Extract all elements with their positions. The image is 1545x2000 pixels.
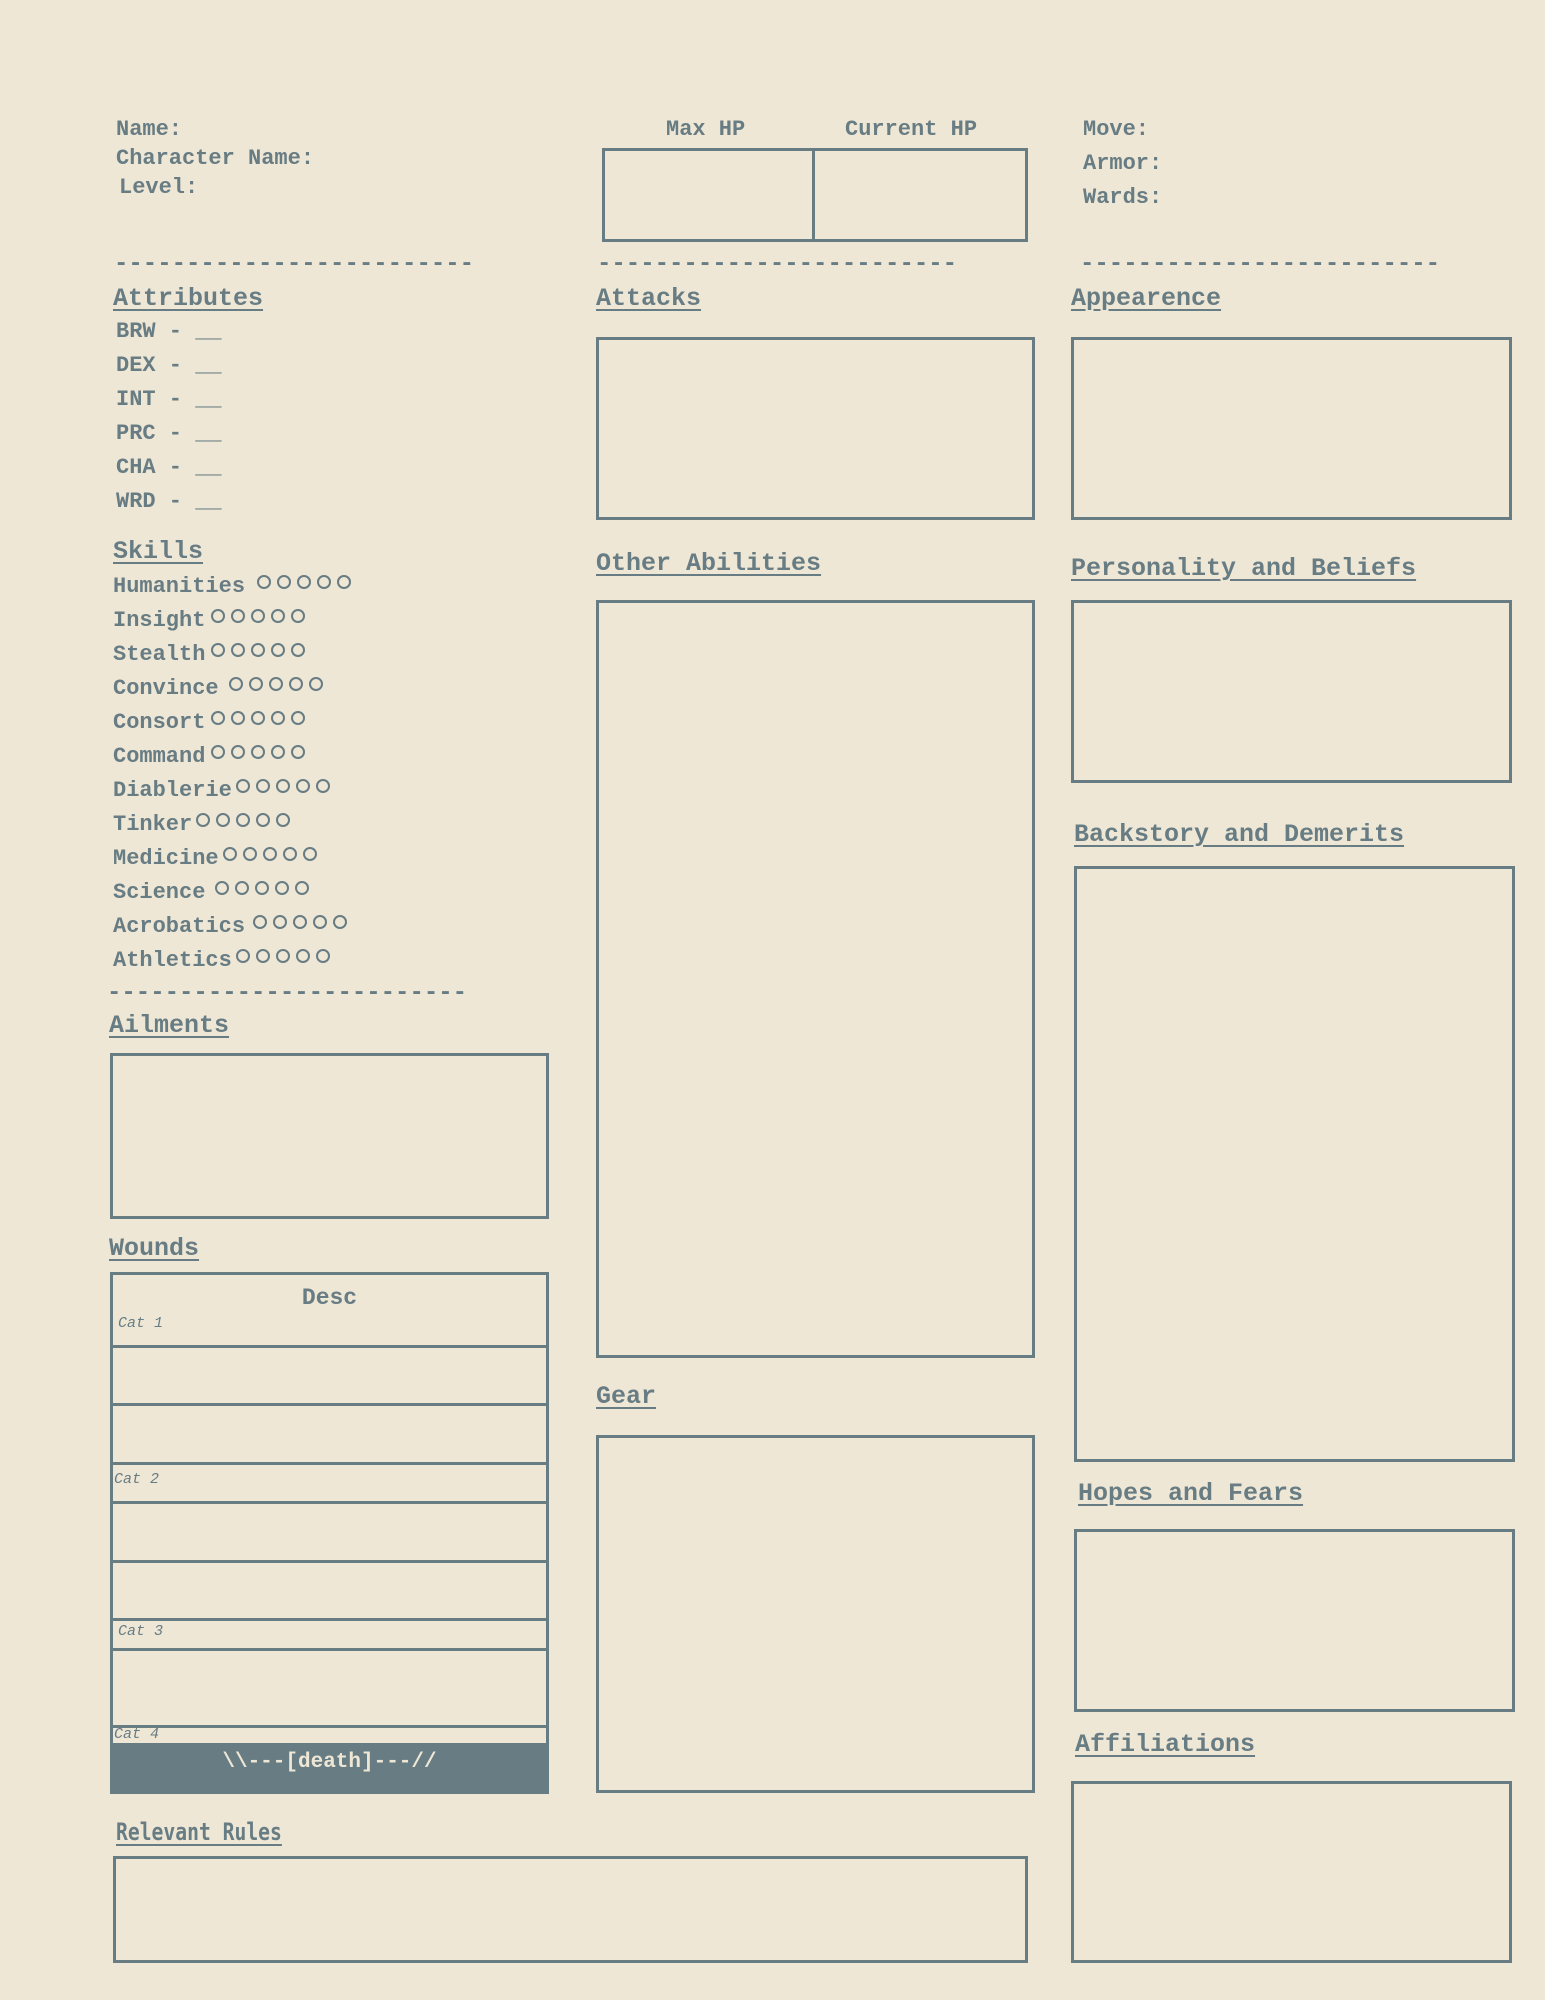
attribute-wrd[interactable]: WRD - __ <box>116 489 222 514</box>
skill-label: Medicine <box>113 845 219 871</box>
appearance-title: Appearence <box>1071 284 1222 313</box>
character-name-label: Character Name: <box>116 146 315 171</box>
wound-slot[interactable] <box>113 1651 546 1728</box>
skills-list <box>113 569 351 977</box>
backstory-title: Backstory and Demerits <box>1074 820 1405 849</box>
personality-box[interactable] <box>1071 600 1512 783</box>
skill-label: Consort <box>113 709 206 735</box>
skills-title: Skills <box>113 537 204 566</box>
rating-dot[interactable] <box>256 813 270 827</box>
skill-label: Humanities <box>113 573 246 599</box>
relevant-rules-title: Relevant Rules <box>116 1818 282 1846</box>
rating-dot[interactable] <box>215 881 229 895</box>
rating-dot[interactable] <box>291 609 305 623</box>
rating-dot[interactable] <box>231 745 245 759</box>
skill-consort <box>113 705 351 739</box>
skill-rating <box>211 715 305 729</box>
divider-middle: ------------------------- <box>597 251 958 278</box>
skill-tinker <box>113 807 351 841</box>
rating-dot[interactable] <box>263 847 277 861</box>
affiliations-title: Affiliations <box>1075 1730 1256 1759</box>
rating-dot[interactable] <box>271 609 285 623</box>
rating-dot[interactable] <box>211 643 225 657</box>
rating-dot[interactable] <box>333 915 347 929</box>
rating-dot[interactable] <box>243 847 257 861</box>
skill-label: Athletics <box>113 947 232 973</box>
wounds-title: Wounds <box>109 1234 200 1263</box>
rating-dot[interactable] <box>257 575 271 589</box>
rating-dot[interactable] <box>256 949 270 963</box>
rating-dot[interactable] <box>291 711 305 725</box>
rating-dot[interactable] <box>253 915 267 929</box>
rating-dot[interactable] <box>276 779 290 793</box>
rating-dot[interactable] <box>271 711 285 725</box>
rating-dot[interactable] <box>295 881 309 895</box>
rating-dot[interactable] <box>269 677 283 691</box>
skill-science <box>113 875 351 909</box>
rating-dot[interactable] <box>196 813 210 827</box>
skill-rating <box>211 613 305 627</box>
wounds-header-row <box>113 1275 546 1348</box>
divider-skills: ------------------------- <box>107 980 468 1007</box>
rating-dot[interactable] <box>249 677 263 691</box>
skill-insight <box>113 603 351 637</box>
ailments-box[interactable] <box>110 1053 549 1219</box>
rating-dot[interactable] <box>211 745 225 759</box>
rating-dot[interactable] <box>309 677 323 691</box>
rating-dot[interactable] <box>277 575 291 589</box>
wound-slot[interactable] <box>113 1504 546 1563</box>
rating-dot[interactable] <box>251 643 265 657</box>
attribute-brw[interactable]: BRW - __ <box>116 319 222 344</box>
wound-category-4: Cat 4 <box>114 1726 160 1743</box>
skill-label: Acrobatics <box>113 913 246 939</box>
rating-dot[interactable] <box>316 949 330 963</box>
rating-dot[interactable] <box>283 847 297 861</box>
max-hp-field[interactable] <box>605 151 815 239</box>
gear-box[interactable] <box>596 1435 1035 1793</box>
attribute-int[interactable]: INT - __ <box>116 387 222 412</box>
rating-dot[interactable] <box>273 915 287 929</box>
rating-dot[interactable] <box>231 643 245 657</box>
attribute-dex[interactable]: DEX - __ <box>116 353 222 378</box>
relevant-rules-box[interactable] <box>113 1856 1028 1963</box>
death-bar: \\---[death]---// <box>113 1743 546 1791</box>
skill-rating <box>223 851 317 865</box>
rating-dot[interactable] <box>276 813 290 827</box>
skill-rating <box>229 681 323 695</box>
skill-humanities <box>113 569 351 603</box>
skill-rating <box>253 919 347 933</box>
wounds-table <box>110 1272 549 1794</box>
skill-rating <box>236 953 330 967</box>
rating-dot[interactable] <box>251 745 265 759</box>
wards-label: Wards: <box>1083 185 1163 210</box>
rating-dot[interactable] <box>296 949 310 963</box>
skill-label: Science <box>113 879 206 905</box>
skill-command <box>113 739 351 773</box>
rating-dot[interactable] <box>291 745 305 759</box>
rating-dot[interactable] <box>256 779 270 793</box>
max-hp-label: Max HP <box>666 117 746 142</box>
rating-dot[interactable] <box>303 847 317 861</box>
rating-dot[interactable] <box>231 609 245 623</box>
divider-left: ------------------------- <box>114 251 475 278</box>
wound-slot[interactable] <box>113 1563 546 1621</box>
hp-box <box>602 148 1028 242</box>
level-label: Level: <box>119 175 199 200</box>
skill-rating <box>196 817 290 831</box>
attacks-title: Attacks <box>596 284 702 313</box>
rating-dot[interactable] <box>211 711 225 725</box>
wound-category-3-row <box>113 1621 546 1651</box>
rating-dot[interactable] <box>255 881 269 895</box>
ailments-title: Ailments <box>109 1011 230 1040</box>
attacks-box[interactable] <box>596 337 1035 520</box>
rating-dot[interactable] <box>223 847 237 861</box>
wound-category-2-row <box>113 1465 546 1504</box>
divider-right: ------------------------- <box>1080 251 1441 278</box>
skill-acrobatics <box>113 909 351 943</box>
rating-dot[interactable] <box>251 711 265 725</box>
skill-convince <box>113 671 351 705</box>
name-label: Name: <box>116 117 183 142</box>
rating-dot[interactable] <box>236 813 250 827</box>
rating-dot[interactable] <box>296 779 310 793</box>
skill-label: Convince <box>113 675 219 701</box>
rating-dot[interactable] <box>271 643 285 657</box>
wound-slot[interactable] <box>113 1348 546 1406</box>
rating-dot[interactable] <box>235 881 249 895</box>
skill-stealth <box>113 637 351 671</box>
skill-rating <box>211 749 305 763</box>
rating-dot[interactable] <box>297 575 311 589</box>
skill-label: Stealth <box>113 641 206 667</box>
skill-diablerie <box>113 773 351 807</box>
hopes-fears-box[interactable] <box>1074 1529 1515 1712</box>
other-abilities-title: Other Abilities <box>596 549 822 578</box>
skill-label: Command <box>113 743 206 769</box>
wound-category-2: Cat 2 <box>114 1471 160 1488</box>
current-hp-label: Current HP <box>845 117 978 142</box>
attributes-title: Attributes <box>113 284 264 313</box>
attribute-prc[interactable]: PRC - __ <box>116 421 222 446</box>
skill-rating <box>215 885 309 899</box>
current-hp-field[interactable] <box>815 151 1025 239</box>
rating-dot[interactable] <box>211 609 225 623</box>
rating-dot[interactable] <box>313 915 327 929</box>
rating-dot[interactable] <box>276 949 290 963</box>
skill-athletics <box>113 943 351 977</box>
rating-dot[interactable] <box>289 677 303 691</box>
attribute-cha[interactable]: CHA - __ <box>116 455 222 480</box>
armor-label: Armor: <box>1083 151 1163 176</box>
rating-dot[interactable] <box>316 779 330 793</box>
other-abilities-box[interactable] <box>596 600 1035 1358</box>
appearance-box[interactable] <box>1071 337 1512 520</box>
rating-dot[interactable] <box>291 643 305 657</box>
skill-rating <box>257 579 351 593</box>
wound-category-1: Cat 1 <box>118 1315 164 1332</box>
rating-dot[interactable] <box>271 745 285 759</box>
skill-label: Tinker <box>113 811 193 837</box>
rating-dot[interactable] <box>216 813 230 827</box>
rating-dot[interactable] <box>229 677 243 691</box>
rating-dot[interactable] <box>275 881 289 895</box>
wound-category-3: Cat 3 <box>118 1623 164 1640</box>
skill-label: Diablerie <box>113 777 232 803</box>
skill-rating <box>211 647 305 661</box>
rating-dot[interactable] <box>317 575 331 589</box>
rating-dot[interactable] <box>236 779 250 793</box>
rating-dot[interactable] <box>337 575 351 589</box>
personality-title: Personality and Beliefs <box>1071 554 1417 583</box>
rating-dot[interactable] <box>231 711 245 725</box>
move-label: Move: <box>1083 117 1150 142</box>
wounds-desc-header: Desc <box>301 1285 358 1311</box>
wound-slot[interactable] <box>113 1406 546 1465</box>
rating-dot[interactable] <box>236 949 250 963</box>
skill-medicine <box>113 841 351 875</box>
backstory-box[interactable] <box>1074 866 1515 1462</box>
hopes-fears-title: Hopes and Fears <box>1078 1479 1304 1508</box>
rating-dot[interactable] <box>251 609 265 623</box>
rating-dot[interactable] <box>293 915 307 929</box>
skill-label: Insight <box>113 607 206 633</box>
gear-title: Gear <box>596 1382 657 1411</box>
skill-rating <box>236 783 330 797</box>
affiliations-box[interactable] <box>1071 1781 1512 1963</box>
